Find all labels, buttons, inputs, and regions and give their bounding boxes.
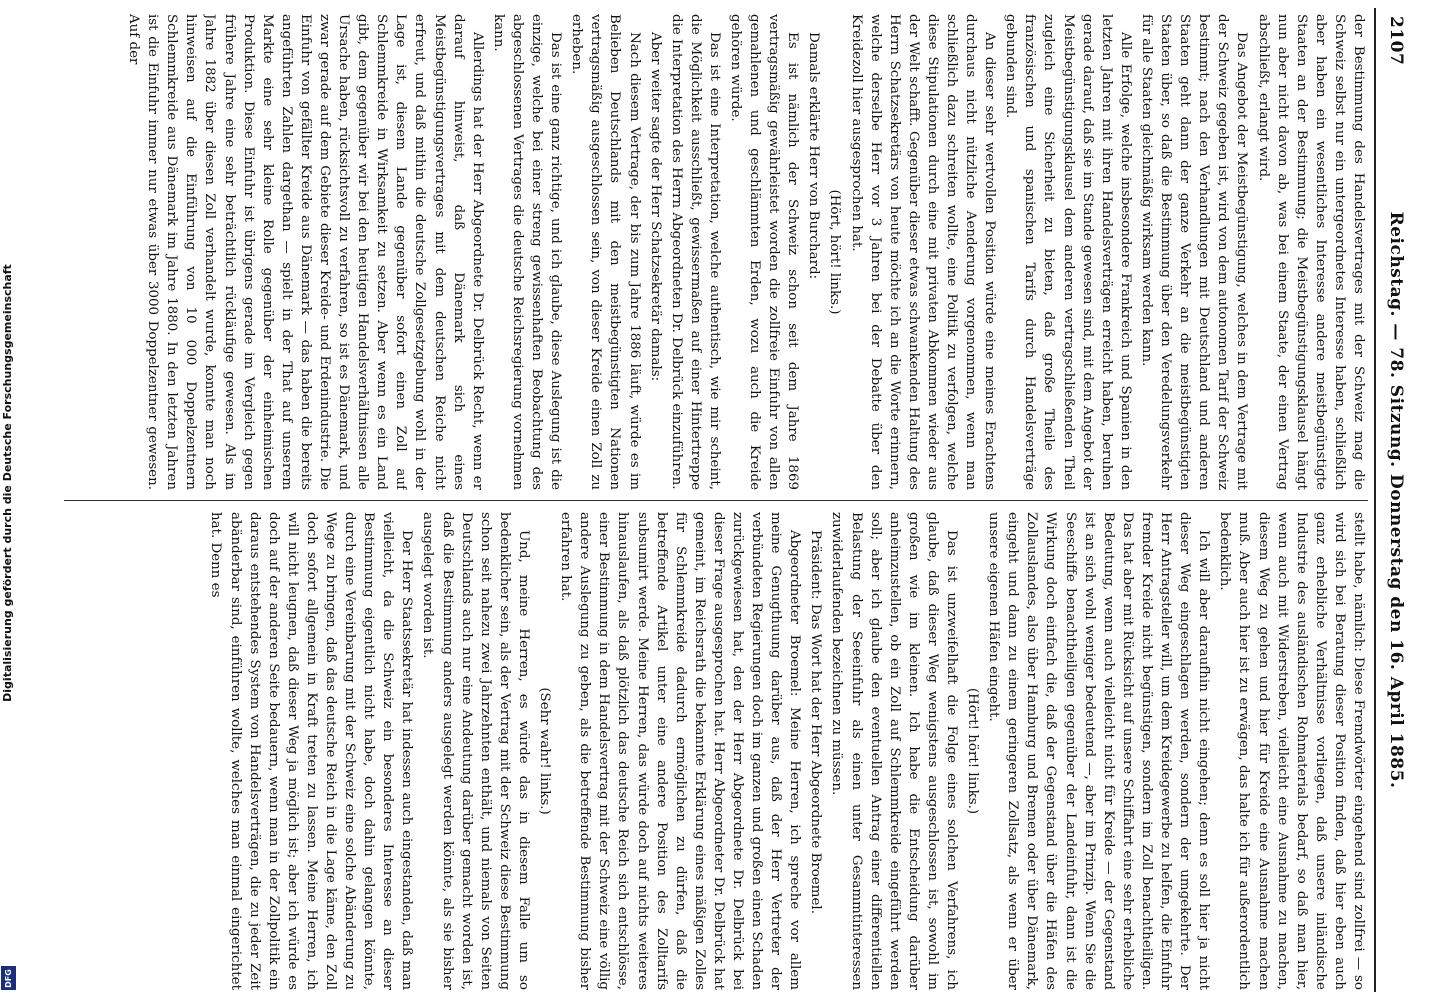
page-header bbox=[1378, 12, 1412, 988]
speaker-paragraph: Abgeordneter Broemel: Meine Herren, ich spreche vor allem meine Genugthuung darüber aus, daß der Herr Vertreter der verbündeten Regierungen doch im ganzen und großen einen Schaden zurückgewiesen hat, den der Herr Abgeordnete Dr. Delbrück bei dieser Frage ausgesprochen hat. Herr Abgeordneter Dr. Delbrück hat gemeint, im Reichsrath die bekannte Erklärung eines mäßigen Zolles für Schlemmkreide dadurch ermöglichen zu dürfen, daß die betreffende Artikel unter eine andere Position des Zolltarifs subsumirt werde. Meine Herren, das würde doch auf nichts weiteres hinauslaufen, als daß plötzlich das deutsche Reich sich entschlösse, einer Bestimmung in dem Handelsvertrag mit der Schweiz eine völlig andere Auslegung zu geben, als die betreffende Bestimmung bisher erfahren hat. bbox=[558, 512, 803, 990]
text-column-left bbox=[68, 14, 1368, 490]
dfg-logo-text: DFG bbox=[4, 968, 14, 988]
paragraph: Aber weiter sagte der Herr Schatzsekretär damals: bbox=[647, 32, 663, 382]
paragraph: der Bestimmung des Handelsvertrages mit der Schweiz mag die Schweiz selbst nur ein untergeordnetes Interesse haben, schließlich aber haben ein wesentliches Interesse andere meistbegünstigte Staaten an der Bestimmung; die Meistbegünstigungsklausel hängt nun aber nicht davon ab, was bei einem Staate, der einen Vertrag abschließt, erlangt wird. bbox=[1255, 14, 1366, 490]
interjection: (Hört! hört! links.) bbox=[965, 687, 981, 815]
interjection: (Hört, hört! links.) bbox=[827, 189, 843, 315]
dfg-logo-icon bbox=[1, 966, 16, 990]
paragraph: Das ist unzweifelhaft die Folge eines solchen Verfahrens, ich glaube, daß dieser Weg wenigstens ausgeschlossen ist, sowohl im großen wie im kleinen. Ich habe die Entscheidung darüber anheimzustellen, ob ein Zoll auf Schlemmkreide eingeführt werden soll; aber ich glaube den eventuellen Antrag einer differentiellen Belastung der Seeeinfuhr als einen unter Gesammtinteressen zuwiderlaufenden bezeichnen zu müssen. bbox=[829, 512, 960, 990]
paragraph: Das ist eine Interpretation, welche authentisch, wie mir scheint, die Möglichkeit ausschließt, gewissermaßen auf einer Hintertreppe die Interpretation des Herrn Abgeordneten Dr. Delbrück einzuführen. bbox=[668, 14, 722, 490]
paragraph: Allerdings hat der Herr Abgeordnete Dr. Delbrück Recht, wenn er darauf hinweist, daß Dänemark sich eines Meistbegünstigungsvertrages mit dem deutschen Reiche nicht erfreut, und daß mithin die deutsche Zollgesetzgebung wohl in der Lage ist, diesem Lande gegenüber sofort einen Zoll auf Schlemmkreide in Wirksamkeit zu setzen. Aber wenn es ein Land gibt, dem gegenüber wir bei den heutigen Handelsverhältnissen alle Ursache haben, rücksichtsvoll zu verfahren, so ist es Dänemark, und zwar gerade auf dem Gebiete dieser Kreide- und Erdenindustrie. Die Einfuhr von gefällter Kreide aus Dänemark — das haben die bereits angeführten Zahlen dargethan — spielt in der That auf unserem Markte eine sehr kleine Rolle gegenüber der einheimischen Produktion. Diese Einfuhr ist übrigens gerade im Vergleich gegen frühere Jahre eine sehr beträchtlich rückläufige gewesen. Als im Jahre 1882 über diesen Zoll verhandelt wurde, konnte man noch hinweisen auf die Einführung von 10 000 Doppelzentnern Schlemmkreide aus Dänemark im Jahre 1880. In den letzten Jahren ist die Einfuhr immer nur etwas über 3000 Doppelzentner gewesen. Auf der bbox=[126, 14, 485, 490]
quotation: Es ist nämlich der Schweiz schon seit dem Jahre 1869 vertragsmäßig gewährleistet worden die zollfreie Einfuhr von allen gemahlenen und geschlämmten Erden, wozu auch die Kreide gehören würde. bbox=[728, 14, 801, 490]
paragraph: Ich will aber daraufhin nicht eingehen; denn es soll hier ja nicht dieser Weg eingeschlagen werden, sondern der umgekehrte. Der Herr Antragsteller will, um dem Kreidegewerbe zu helfen, die Einfuhr fremder Kreide nicht begünstigen, sondern im Zoll benachtheiligen. Das hat aber mit Rücksicht auf unsere Schiffahrt eine sehr erhebliche Bedeutung, wenn auch vielleicht nicht für Kreide — der Gegenstand ist an sich wohl weniger bedeutend —, aber im Prinzip. Wenn Sie die Seeschiffe benachtheiligen gegenüber der Landeinfuhr, dann ist die Wirkung doch einfach die, daß der Gegenstand über die Häfen des Zollauslandes, also über Hamburg und Bremen oder über Dänemark, eingeht und dann zu einem geringeren Zollsatz, als wenn er über unsere eigenen Häfen eingeht. bbox=[986, 512, 1212, 990]
paragraph: Das ist eine ganz richtige, und ich glaube, diese Auslegung ist die einzige, welche bei einer streng gewissenhaften Beobachtung des abgeschlossenen Vertrages die deutsche Reichsregierung vornehmen kann. bbox=[490, 14, 564, 490]
paragraph: Der Herr Staatssekretär hat indessen auch eingestanden, daß man vielleicht, da die Schweiz ein besonderes Interesse an dieser Bestimmung eigentlich nicht habe, doch dahin gelangen könnte, durch eine Vereinbarung mit der Schweiz eine solche Abänderung zu Wege zu bringen, daß das deutsche Reich in die Lage käme, den Zoll doch sofort allgemein in Kraft treten zu lassen. Meine Herren, ich will nicht leugnen, daß dieser Weg ja möglich ist; aber ich würde es doch auf der anderen Seite bedauern, wenn man in der Zollpolitik ein daraus entstehendes System von Handelsverträgen, die zu jeder Zeit abänderbar sind, einführen wollte, welches man einmal eingerichtet hat. Denn es bbox=[208, 512, 415, 990]
header-rule bbox=[1374, 8, 1376, 992]
paragraph: Das Angebot der Meistbegünstigung, welches in dem Vertrage mit der Schweiz gegeben ist, wird von dem autonomen Tarif der Schweiz bestimmt; nach den Verhandlungen mit Deutschland und anderen Staaten geht dann der ganze Verkehr an die meistbegünstigten Staaten über, so daß die Bestimmung über den Veredelungsverkehr für alle Staaten gleichmäßig wirksam werden kann. bbox=[1138, 14, 1250, 490]
interjection: (Sehr wahr! links.) bbox=[537, 687, 553, 815]
text-column-right bbox=[68, 512, 1368, 990]
page-title: Reichstag. — 78. Sitzung. Donnerstag den 16. April 1885. bbox=[1386, 211, 1406, 789]
digitization-footer bbox=[0, 0, 18, 1000]
page-number: 2107 bbox=[1386, 16, 1406, 66]
paragraph: Und, meine Herren, es würde das in diesem Falle um so bedenklicher sein, als der Vertrag mit der Schweiz diese Bestimmung schon seit nahezu zwei Jahrzehnten enthält, und niemals von Seiten Deutschlands auch nur eine Andeutung darüber gemacht worden ist, daß die Bestimmung anders ausgelegt werden könnte, als sie bisher ausgelegt worden ist. bbox=[420, 512, 531, 990]
paragraph: Damals erklärte Herr von Burchard: bbox=[806, 32, 822, 280]
paragraph: Alle Erfolge, welche insbesondere Frankreich und Spanien in den letzten Jahren mit ihren Handelsverträgen erreicht haben, beruhen gerade darauf, daß sie im Stande gewesen sind, mit dem Angebot der Meistbegünstigungsklausel dem anderen vertragschließenden Theil zugleich eine Sicherheit zu bieten, daß große Theile des französischen und spanischen Tarifs durch Handelsverträge gebunden sind. bbox=[1003, 14, 1133, 490]
paragraph: stellt habe, nämlich: Diese Fremdwörter eingehend sind zollfrei — so wird sich bei Beratung dieser Position finden, daß hier eben auch ganz erhebliche Verhältnisse vorliegen, daß unsere inländische Industrie des ausländischen Rohmaterials bedarf, so daß man hier, wenn auch mit Widerstreben, vielleicht eine Ausnahme zu machen, diesem Weg zu gehen und hier für Kreide eine Ausnahme machen muß. Aber auch hier ist zu erwägen, das halte ich für außerordentlich bedenklich. bbox=[1217, 512, 1366, 990]
quotation: Nach diesem Vertrage, der bis zum Jahre 1886 läuft, würde es im Belieben Deutschlands mit den meistbegünstigten Nationen vertragsmäßig ausgeschlossen sein, von dieser Kreide einen Zoll zu erheben. bbox=[569, 14, 642, 490]
speaker-paragraph: Präsident: Das Wort hat der Herr Abgeordnete Broemel. bbox=[808, 530, 824, 914]
paragraph: An dieser sehr wertvollen Position würde eine meines Erachtens durchaus nicht nützliche Aenderung vorgenommen, wenn man schließlich dazu schreiten wollte, eine Politik zu verfolgen, welche diese Stipulationen durch eine mit privaten Abkommen wieder aus der Welt schafft. Gegenüber dieser etwas schwankenden Haltung des Herrn Schatzsekretärs von heute möchte ich an die Worte erinnern, welche derselbe Herr vor 3 Jahren bei der Debatte über den Kreidezoll hier ausgesprochen hat. bbox=[848, 14, 998, 490]
column-divider bbox=[64, 500, 1368, 501]
funding-credit: Digitalisierung gefördert durch die Deutsche Forschungsgemeinschaft bbox=[1, 264, 14, 702]
